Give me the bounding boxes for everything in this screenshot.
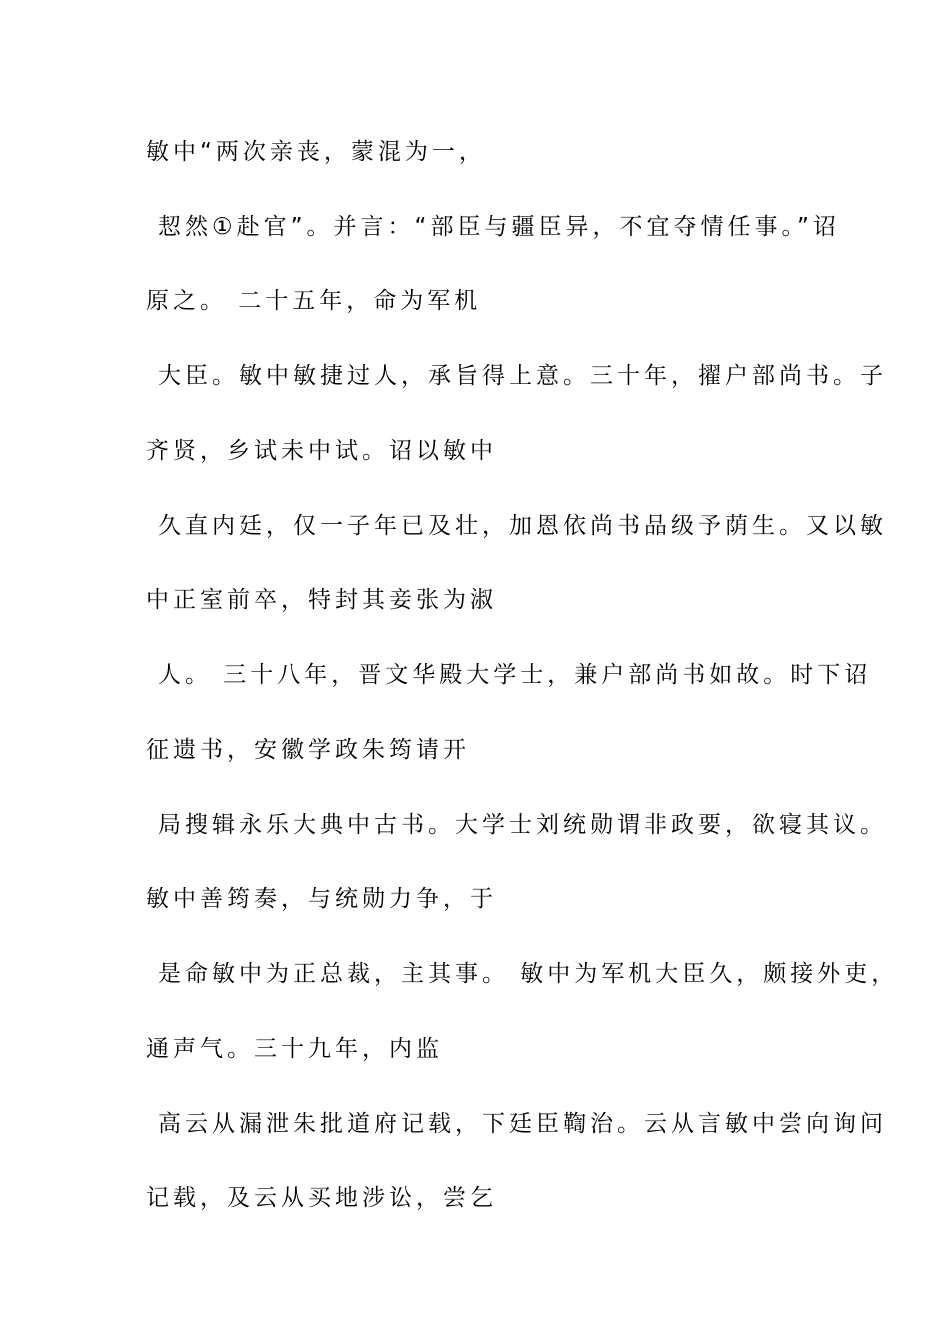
text-line: 通声气。三十九年，内监 [146,1036,443,1062]
text-line: 敏中“两次亲丧，蒙混为一， [146,139,486,165]
text-line: 恝然①赴官”。并言：“部臣与疆臣异，不宜夺情任事。”诏 [158,214,840,240]
text-line: 人。 三十八年，晋文华殿大学士，兼户部尚书如故。时下诏 [158,662,872,688]
text-line: 大臣。敏中敏捷过人，承旨得上意。三十年，擢户部尚书。子 [158,363,887,389]
text-line: 原之。 二十五年，命为军机 [146,288,482,314]
text-line: 高云从漏泄朱批道府记载，下廷臣鞫治。云从言敏中尝向询问 [158,1111,887,1137]
text-line: 齐贤，乡试未中试。诏以敏中 [146,438,497,464]
text-line: 记载，及云从买地涉讼，尝乞 [146,1185,497,1211]
text-line: 中正室前卒，特封其妾张为淑 [146,587,497,613]
text-line: 局搜辑永乐大典中古书。大学士刘统勋谓非政要，欲寝其议。 [158,812,887,838]
text-line: 久直内廷，仅一子年已及壮，加恩依尚书品级予荫生。又以敏 [158,513,887,539]
text-line: 是命敏中为正总裁，主其事。 敏中为军机大臣久，颇接外吏， [158,961,899,987]
text-line: 征遗书，安徽学政朱筠请开 [146,737,470,763]
text-line: 敏中善筠奏，与统勋力争，于 [146,886,497,912]
